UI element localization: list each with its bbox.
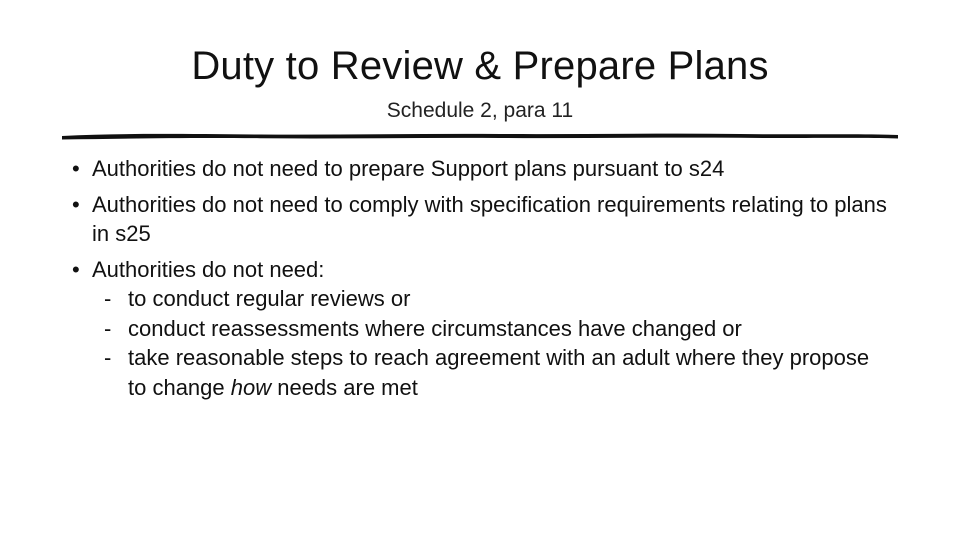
sub-item-text: conduct reassessments where circumstances have changed or <box>128 315 742 341</box>
dash-glyph: - <box>104 345 112 370</box>
bullet-glyph: • <box>72 191 80 217</box>
dash-glyph: - <box>104 286 112 311</box>
sub-item-text-after: needs are met <box>271 374 418 400</box>
emphasized-word: how <box>230 374 272 400</box>
bullet-item <box>72 255 892 285</box>
sub-item <box>72 343 892 402</box>
sub-list <box>72 284 892 402</box>
bullet-glyph: • <box>72 256 80 282</box>
sub-item-text: to conduct regular reviews or <box>128 286 411 311</box>
sub-item <box>72 284 892 314</box>
bullet-text: Authorities do not need to prepare Support plans pursuant to s24 <box>92 156 725 181</box>
dash-glyph: - <box>104 315 112 341</box>
slide-title: Duty to Review & Prepare Plans <box>191 44 769 88</box>
bullet-glyph: • <box>72 156 80 181</box>
slide-subtitle: Schedule 2, para 11 <box>386 99 574 122</box>
sub-item-text <box>128 345 869 400</box>
brush-divider <box>60 124 900 146</box>
bullet-text: Authorities do not need: <box>92 256 325 282</box>
sub-item-text-before: take reasonable steps to reach agreement with an adult where they propose to change <box>128 345 870 400</box>
sub-item <box>72 314 892 344</box>
slide-body <box>72 154 892 402</box>
bullet-item <box>72 154 892 184</box>
bullet-text: Authorities do not need to comply with specification requirements relating to plans in s25 <box>92 191 887 246</box>
bullet-item <box>72 190 892 249</box>
